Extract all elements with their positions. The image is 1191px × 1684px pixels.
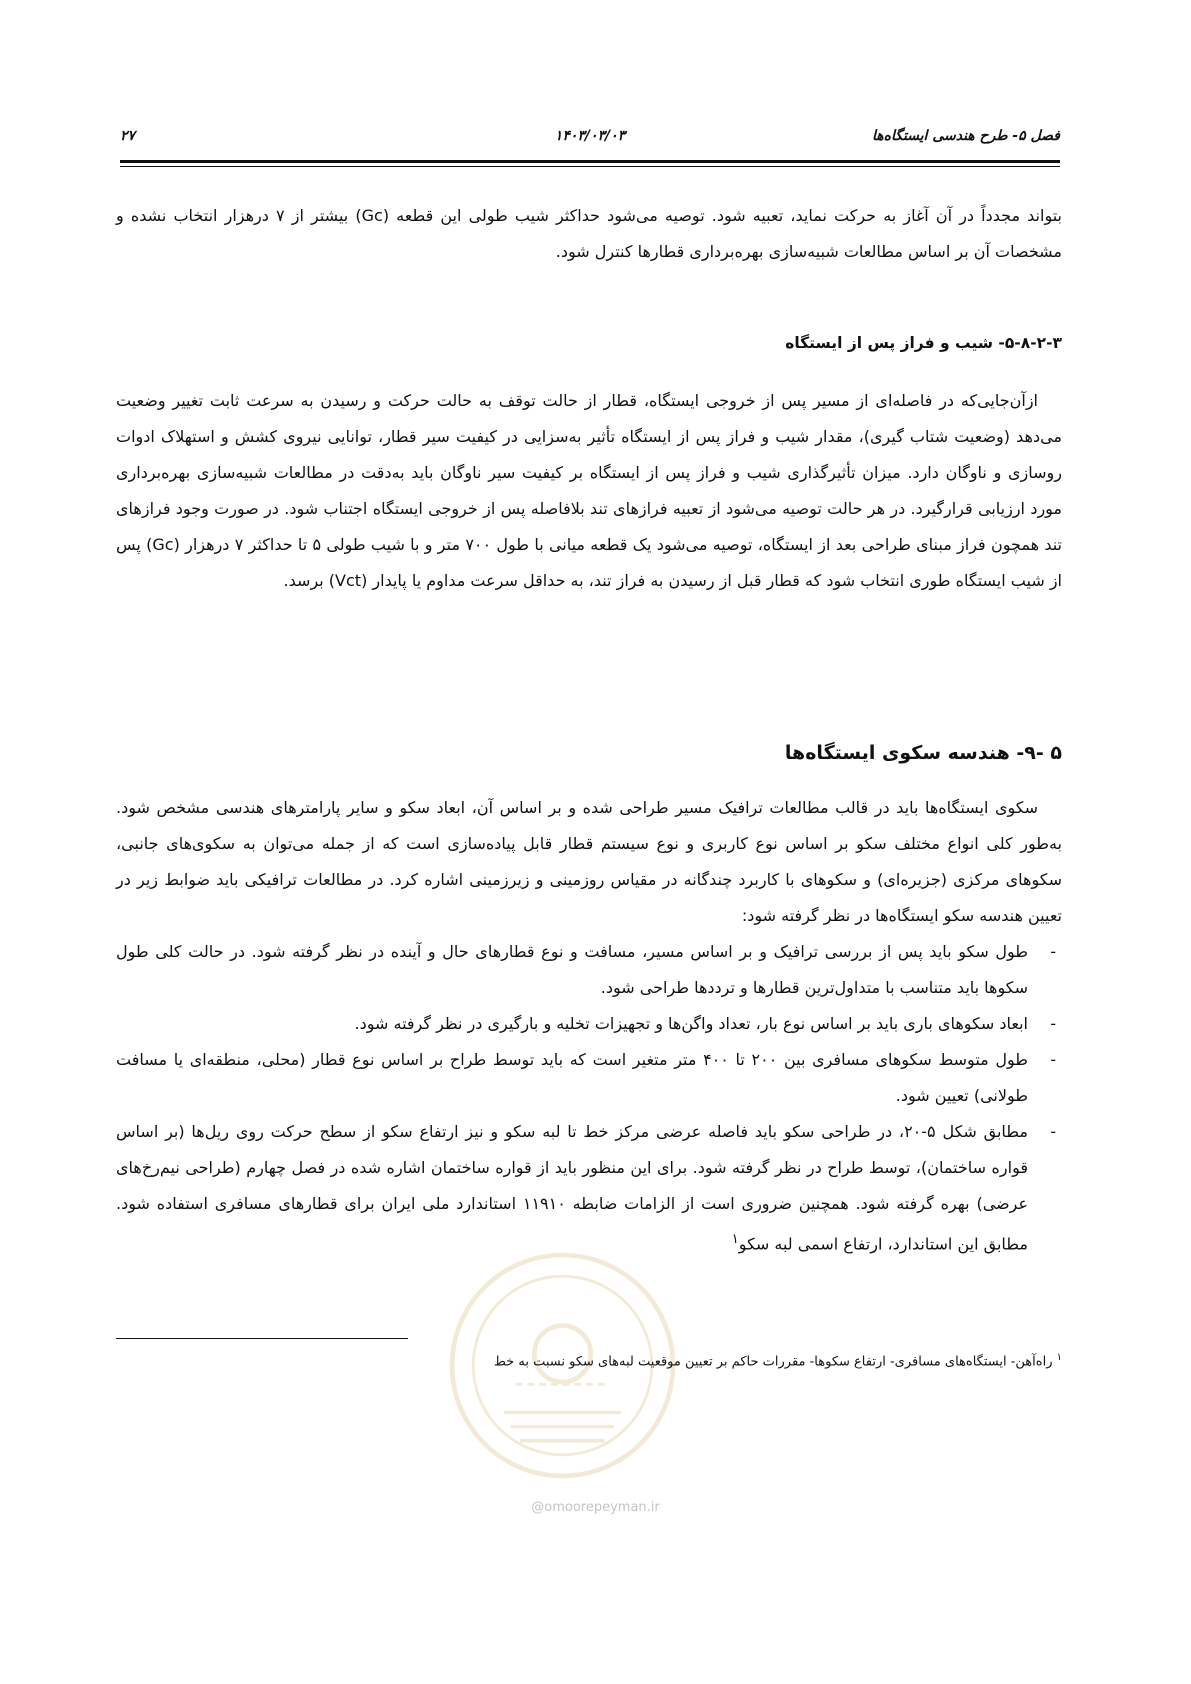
list-item: - طول سکو باید پس از بررسی ترافیک و بر اساس مسیر، مسافت و نوع قطارهای حال و آینده در نظر گرفته شود. در حالت کلی طول سکوها باید متناسب با متداول‌ترین قطارها و ترددها طراحی شود. bbox=[116, 934, 1062, 1006]
list-item: - ابعاد سکوهای باری باید بر اساس نوع بار، تعداد واگن‌ها و تجهیزات تخلیه و بارگیری در نظر گرفته شود. bbox=[116, 1006, 1062, 1042]
footnote-separator bbox=[116, 1338, 408, 1339]
footnote-text: راه‌آهن- ایستگاه‌های مسافری- ارتفاع سکوها- مقررات حاکم بر تعیین موقعیت لبه‌های سکو نسبت به خط bbox=[493, 1354, 1053, 1370]
list-item: - مطابق شکل ۵-۲۰، در طراحی سکو باید فاصله عرضی مرکز خط تا لبه سکو و نیز ارتفاع سکو از سطح حرکت روی ریل‌ها (بر اساس قواره ساختمان)، توسط طراح در نظر گرفته شود. برای این منظور باید از قواره ساختمان اشاره شده در فصل چهارم (طراحی نیم‌رخ‌های عرضی) بهره گرفته شود. همچنین ضروری است از الزامات ضابطه ۱۱۹۱۰ استاندارد ملی ایران برای قطارهای مسافری استفاده شود. مطابق این استاندارد، ارتفاع اسمی لبه سکو$^۱$ bbox=[116, 1114, 1062, 1262]
chapter-title: فصل ۵- طرح هندسی ایستگاه‌ها bbox=[871, 128, 1060, 144]
page-number: ۲۷ bbox=[120, 128, 136, 144]
intro-paragraph bbox=[116, 198, 1062, 270]
requirements-list bbox=[116, 934, 1062, 1262]
list-item: - طول متوسط سکوهای مسافری بین ۲۰۰ تا ۴۰۰ متر متغیر است که باید توسط طراح بر اساس نوع قطار (محلی، منطقه‌ای یا مسافت طولانی) تعیین شود. bbox=[116, 1042, 1062, 1114]
header-rule-thick bbox=[120, 160, 1060, 163]
section-heading-3: ۵-۸-۲-۳- شیب و فراز پس از ایستگاه bbox=[785, 334, 1062, 352]
header-date: ۱۴۰۳/۰۳/۰۳ bbox=[554, 128, 626, 144]
footnote bbox=[116, 1352, 1062, 1369]
section-3-body bbox=[116, 383, 1062, 599]
section-9-paragraph: سکوی ایستگاه‌ها باید در قالب مطالعات ترافیک مسیر طراحی شده و بر اساس آن، ابعاد سکو و سایر پارامترهای هندسی مشخص شود. به‌طور کلی انواع مختلف سکو بر اساس نوع کاربری و نوع سیستم قطار قابل پیاده‌سازی است که از جمله می‌توان به سکوی‌های جانبی، سکوهای مرکزی (جزیره‌ای) و سکوهای با کاربرد چندگانه در مقیاس روزمینی و زیرزمینی اشاره کرد. در مطالعات ترافیکی باید ضوابط زیر در تعیین هندسه سکو ایستگاه‌ها در نظر گرفته شود: bbox=[116, 798, 1062, 925]
intro-paragraph-text: بتواند مجدداً در آن آغاز به حرکت نماید، تعبیه شود. توصیه می‌شود حداکثر شیب طولی این قطعه (Gc) بیشتر از ۷ درهزار انتخاب نشده و مشخصات آن بر اساس مطالعات شبیه‌سازی بهره‌برداری قطارها کنترل شود. bbox=[116, 206, 1063, 261]
footnote-reference: ۱ bbox=[731, 1232, 739, 1247]
section-heading-9: ۵ -۹- هندسه سکوی ایستگاه‌ها bbox=[784, 742, 1062, 764]
header-rule-thin bbox=[120, 166, 1060, 167]
watermark-text: @omoorepeyman.ir bbox=[531, 1500, 660, 1515]
page-header bbox=[120, 128, 1060, 158]
section-9-body bbox=[116, 790, 1062, 1262]
section-3-paragraph: ازآن‌جایی‌که در فاصله‌ای از مسیر پس از خروجی ایستگاه، قطار از حالت توقف به حالت حرکت و رسیدن به سرعت ثابت تغییر وضعیت می‌دهد (وضعیت شتاب گیری)، مقدار شیب و فراز پس از ایستگاه تأثیر به‌سزایی در کیفیت سیر قطار، توانایی نیروی کشش و استهلاک ادوات روسازی و ناوگان دارد. میزان تأثیرگذاری شیب و فراز پس از ایستگاه بر کیفیت سیر ناوگان باید به‌دقت در مطالعات شبیه‌سازی بهره‌برداری مورد ارزیابی قرارگیرد. در هر حالت توصیه می‌شود از تعبیه فرازهای تند بلافاصله پس از خروجی ایستگاه اجتناب شود. در صورت وجود فرازهای تند همچون فراز مبنای طراحی بعد از ایستگاه، توصیه می‌شود یک قطعه میانی با طول ۷۰۰ متر و با شیب طولی ۵ تا حداکثر ۷ درهزار (Gc) پس از شیب ایستگاه طوری انتخاب شود که قطار قبل از رسیدن به فراز تند، به حداقل سرعت مداوم یا پایدار (Vct) برسد. bbox=[116, 391, 1063, 590]
footnote-marker: ۱ bbox=[1056, 1352, 1062, 1363]
